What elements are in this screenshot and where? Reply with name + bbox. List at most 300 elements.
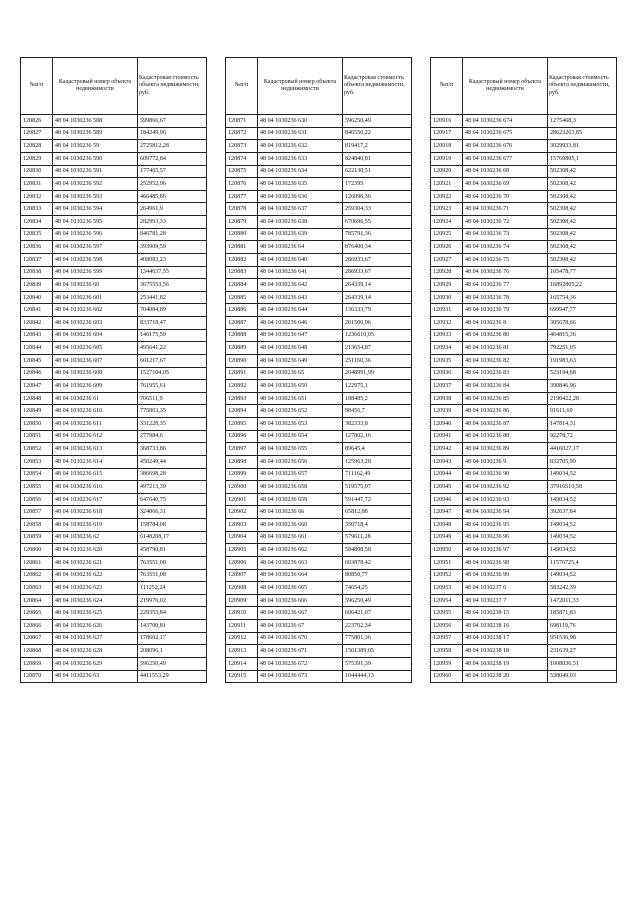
row-number-cell: 120871 [226, 115, 258, 128]
cadastral-value-cell: 833718,47 [138, 317, 207, 330]
row-number-cell: 120856 [21, 493, 53, 506]
row-number-cell: 120937 [431, 380, 463, 393]
row-number-cell: 120936 [431, 367, 463, 380]
table-row [226, 190, 412, 203]
table-row [226, 519, 412, 532]
table-row [431, 140, 617, 153]
header-cadastral-value: Кадастровая стоимость объекта недвижимости, руб. [343, 58, 412, 115]
cadastral-number-cell: 48 04 1030236 652 [258, 405, 343, 418]
table-row [21, 531, 207, 544]
table-row [431, 582, 617, 595]
row-number-cell: 120945 [431, 481, 463, 494]
row-number-cell: 120840 [21, 291, 53, 304]
cadastral-number-cell: 48 04 1030237 6 [463, 582, 548, 595]
cadastral-number-cell: 48 04 1030236 71 [463, 203, 548, 216]
cadastral-value-cell: 846550,22 [343, 127, 412, 140]
row-number-cell: 120953 [431, 582, 463, 595]
row-number-cell: 120922 [431, 190, 463, 203]
cadastral-value-cell: 259304,33 [343, 203, 412, 216]
cadastral-value-cell: 502308,42 [548, 165, 617, 178]
cadastral-number-cell: 48 04 1030236 591 [53, 165, 138, 178]
cadastral-value-cell: 98456,7 [343, 405, 412, 418]
row-number-cell: 120921 [431, 178, 463, 191]
table-row [226, 127, 412, 140]
table-row [226, 291, 412, 304]
row-number-cell: 120842 [21, 317, 53, 330]
cadastral-number-cell: 48 04 1030236 674 [463, 115, 548, 128]
cadastral-number-cell: 48 04 1030236 677 [463, 152, 548, 165]
header-num: №п/п [21, 58, 53, 115]
table-row [21, 392, 207, 405]
table-row [431, 228, 617, 241]
table-row [21, 645, 207, 658]
table-row [431, 620, 617, 633]
row-number-cell: 120944 [431, 468, 463, 481]
cadastral-number-cell: 48 04 1030236 661 [258, 531, 343, 544]
table-row [226, 405, 412, 418]
table-body [21, 115, 207, 683]
cadastral-number-cell: 48 04 1030236 77 [463, 279, 548, 292]
cadastral-number-cell: 48 04 1030236 89 [463, 443, 548, 456]
table-row [431, 632, 617, 645]
table-row [21, 455, 207, 468]
cadastral-value-cell: 264339,14 [343, 279, 412, 292]
cadastral-number-cell: 48 04 1030236 604 [53, 329, 138, 342]
row-number-cell: 120826 [21, 115, 53, 128]
table-row [21, 607, 207, 620]
cadastral-value-cell: 502308,42 [548, 216, 617, 229]
table-row [226, 544, 412, 557]
cadastral-number-cell: 48 04 1030236 648 [258, 342, 343, 355]
table-row [431, 279, 617, 292]
row-number-cell: 120877 [226, 190, 258, 203]
table-row [21, 468, 207, 481]
table-row [21, 253, 207, 266]
cadastral-number-cell: 48 04 1030236 656 [258, 455, 343, 468]
row-number-cell: 120943 [431, 455, 463, 468]
table-row [431, 531, 617, 544]
row-number-cell: 120893 [226, 392, 258, 405]
cadastral-value-cell: 208096,1 [138, 645, 207, 658]
header-cadastral-number: Кадастровый номер объекта недвижимости [258, 58, 343, 115]
table-row [226, 430, 412, 443]
row-number-cell: 120831 [21, 178, 53, 191]
table-row [431, 594, 617, 607]
table-row [21, 190, 207, 203]
cadastral-number-cell: 48 04 1030236 612 [53, 430, 138, 443]
table-row [226, 380, 412, 393]
table-row [431, 291, 617, 304]
table-row [431, 493, 617, 506]
cadastral-number-cell: 48 04 1030236 588 [53, 115, 138, 128]
cadastral-number-cell: 48 04 1030236 644 [258, 304, 343, 317]
cadastral-number-cell: 48 04 1030236 619 [53, 519, 138, 532]
table-row [21, 418, 207, 431]
table-row [431, 468, 617, 481]
cadastral-number-cell: 48 04 1030236 622 [53, 569, 138, 582]
cadastral-number-cell: 48 04 1030236 639 [258, 228, 343, 241]
table-row [431, 392, 617, 405]
table-row [21, 279, 207, 292]
table-row [226, 531, 412, 544]
cadastral-value-cell: 28623263,85 [548, 127, 617, 140]
row-number-cell: 120925 [431, 228, 463, 241]
cadastral-number-cell: 48 04 1030236 98 [463, 556, 548, 569]
row-number-cell: 120914 [226, 657, 258, 670]
row-number-cell: 120950 [431, 544, 463, 557]
cadastral-number-cell: 48 04 1030236 67 [258, 620, 343, 633]
row-number-cell: 120924 [431, 216, 463, 229]
row-number-cell: 120883 [226, 266, 258, 279]
row-number-cell: 120829 [21, 152, 53, 165]
cadastral-table-2 [225, 57, 412, 683]
row-number-cell: 120951 [431, 556, 463, 569]
cadastral-value-cell: 464815,36 [548, 329, 617, 342]
cadastral-value-cell: 149034,52 [548, 544, 617, 557]
table-row [21, 569, 207, 582]
cadastral-value-cell: 502308,42 [548, 203, 617, 216]
cadastral-number-cell: 48 04 1030236 601 [53, 291, 138, 304]
row-number-cell: 120928 [431, 266, 463, 279]
cadastral-number-cell: 48 04 1030236 649 [258, 354, 343, 367]
row-number-cell: 120832 [21, 190, 53, 203]
cadastral-number-cell: 48 04 1030236 624 [53, 594, 138, 607]
table-row [226, 317, 412, 330]
cadastral-number-cell: 48 04 1030236 675 [463, 127, 548, 140]
cadastral-value-cell: 390846,96 [548, 380, 617, 393]
table-row [21, 317, 207, 330]
cadastral-number-cell: 48 04 1030236 87 [463, 418, 548, 431]
row-number-cell: 120958 [431, 645, 463, 658]
header-cadastral-number: Кадастровый номер объекта недвижимости [463, 58, 548, 115]
cadastral-number-cell: 48 04 1030236 672 [258, 657, 343, 670]
table-row [431, 216, 617, 229]
table-row [226, 506, 412, 519]
table-row [431, 329, 617, 342]
cadastral-number-cell: 48 04 1030236 72 [463, 216, 548, 229]
cadastral-value-cell: 711162,49 [343, 468, 412, 481]
cadastral-value-cell: 37916510,58 [548, 481, 617, 494]
cadastral-value-cell: 704084,89 [138, 304, 207, 317]
row-number-cell: 120858 [21, 519, 53, 532]
cadastral-number-cell: 48 04 1030236 632 [258, 140, 343, 153]
cadastral-value-cell: 105478,77 [548, 266, 617, 279]
table-row [21, 291, 207, 304]
row-number-cell: 120837 [21, 253, 53, 266]
row-number-cell: 120938 [431, 392, 463, 405]
cadastral-value-cell: 670696,55 [343, 216, 412, 229]
cadastral-value-cell: 824840,81 [343, 152, 412, 165]
cadastral-number-cell: 48 04 1030236 666 [258, 594, 343, 607]
table-row [431, 670, 617, 683]
row-number-cell: 120915 [226, 670, 258, 683]
table-row [21, 304, 207, 317]
cadastral-number-cell: 48 04 1030236 608 [53, 367, 138, 380]
cadastral-value-cell: 89645,4 [343, 443, 412, 456]
cadastral-value-cell: 647640,75 [138, 493, 207, 506]
cadastral-value-cell: 876400,34 [343, 241, 412, 254]
row-number-cell: 120846 [21, 367, 53, 380]
row-number-cell: 120959 [431, 657, 463, 670]
cadastral-number-cell: 48 04 1030236 99 [463, 569, 548, 582]
row-number-cell: 120880 [226, 228, 258, 241]
row-number-cell: 120927 [431, 253, 463, 266]
table-row [21, 430, 207, 443]
cadastral-number-cell: 48 04 1030236 635 [258, 178, 343, 191]
table-row [226, 418, 412, 431]
table-row [226, 178, 412, 191]
cadastral-number-cell: 48 04 1030236 657 [258, 468, 343, 481]
table-row [21, 632, 207, 645]
cadastral-value-cell: 1344637,55 [138, 266, 207, 279]
cadastral-number-cell: 48 04 1030236 598 [53, 253, 138, 266]
row-number-cell: 120947 [431, 506, 463, 519]
cadastral-value-cell: 219976,02 [138, 594, 207, 607]
cadastral-number-cell: 48 04 1030236 667 [258, 607, 343, 620]
cadastral-number-cell: 48 04 1030236 637 [258, 203, 343, 216]
row-number-cell: 120872 [226, 127, 258, 140]
cadastral-number-cell: 48 04 1030236 96 [463, 531, 548, 544]
table-row [21, 405, 207, 418]
row-number-cell: 120833 [21, 203, 53, 216]
row-number-cell: 120948 [431, 519, 463, 532]
cadastral-number-cell: 48 04 1030236 643 [258, 291, 343, 304]
cadastral-value-cell: 264339,14 [343, 291, 412, 304]
cadastral-number-cell: 48 04 1030236 642 [258, 279, 343, 292]
cadastral-value-cell: 223702,34 [343, 620, 412, 633]
row-number-cell: 120890 [226, 354, 258, 367]
table-row [431, 127, 617, 140]
row-number-cell: 120863 [21, 582, 53, 595]
cadastral-number-cell: 48 04 1030236 673 [258, 670, 343, 683]
table-row [431, 115, 617, 128]
cadastral-value-cell: 519575,07 [343, 481, 412, 494]
table-row [431, 405, 617, 418]
cadastral-value-cell: 502308,42 [548, 178, 617, 191]
table-row [21, 354, 207, 367]
cadastral-number-cell: 48 04 1030236 676 [463, 140, 548, 153]
cadastral-value-cell: 149034,52 [548, 531, 617, 544]
cadastral-number-cell: 48 04 1030236 9 [463, 455, 548, 468]
cadastral-number-cell: 48 04 1030236 609 [53, 380, 138, 393]
row-number-cell: 120955 [431, 607, 463, 620]
cadastral-number-cell: 48 04 1030236 651 [258, 392, 343, 405]
cadastral-value-cell: 65812,88 [343, 506, 412, 519]
row-number-cell: 120827 [21, 127, 53, 140]
table-row [431, 544, 617, 557]
table-row [431, 455, 617, 468]
row-number-cell: 120874 [226, 152, 258, 165]
row-number-cell: 120861 [21, 556, 53, 569]
row-number-cell: 120917 [431, 127, 463, 140]
table-row [226, 304, 412, 317]
cadastral-number-cell: 48 04 1030236 597 [53, 241, 138, 254]
cadastral-number-cell: 48 04 1030236 615 [53, 468, 138, 481]
cadastral-value-cell: 601217,67 [138, 354, 207, 367]
row-number-cell: 120900 [226, 481, 258, 494]
table-row [431, 253, 617, 266]
cadastral-table-3 [430, 57, 617, 683]
table-row [21, 203, 207, 216]
cadastral-number-cell: 48 04 1030236 664 [258, 569, 343, 582]
cadastral-number-cell: 48 04 1030236 593 [53, 190, 138, 203]
row-number-cell: 120932 [431, 317, 463, 330]
table-row [21, 556, 207, 569]
cadastral-number-cell: 48 04 1030236 638 [258, 216, 343, 229]
row-number-cell: 120859 [21, 531, 53, 544]
cadastral-value-cell: 819417,2 [343, 140, 412, 153]
table-row [226, 115, 412, 128]
cadastral-number-cell: 48 04 1030236 646 [258, 317, 343, 330]
row-number-cell: 120902 [226, 506, 258, 519]
cadastral-value-cell: 596250,49 [138, 657, 207, 670]
cadastral-value-cell: 4416027,17 [548, 443, 617, 456]
table-row [21, 620, 207, 633]
table-row [21, 329, 207, 342]
row-number-cell: 120919 [431, 152, 463, 165]
table-row [21, 506, 207, 519]
table-row [21, 582, 207, 595]
cadastral-number-cell: 48 04 1030236 618 [53, 506, 138, 519]
cadastral-number-cell: 48 04 1030236 625 [53, 607, 138, 620]
cadastral-value-cell: 282993,33 [138, 216, 207, 229]
cadastral-number-cell: 48 04 1030236 60 [53, 279, 138, 292]
table-row [431, 317, 617, 330]
row-number-cell: 120923 [431, 203, 463, 216]
cadastral-number-cell: 48 04 1030236 603 [53, 317, 138, 330]
cadastral-value-cell: 253441,82 [138, 291, 207, 304]
cadastral-number-cell: 48 04 1030236 76 [463, 266, 548, 279]
cadastral-number-cell: 48 04 1030238 17 [463, 632, 548, 645]
table-row [226, 620, 412, 633]
row-number-cell: 120918 [431, 140, 463, 153]
table-row [226, 468, 412, 481]
header-cadastral-number: Кадастровый номер объекта недвижимости [53, 58, 138, 115]
row-number-cell: 120886 [226, 304, 258, 317]
table-row [226, 354, 412, 367]
row-number-cell: 120931 [431, 304, 463, 317]
cadastral-number-cell: 48 04 1030236 88 [463, 430, 548, 443]
table-row [226, 253, 412, 266]
row-number-cell: 120835 [21, 228, 53, 241]
table-row [21, 443, 207, 456]
cadastral-value-cell: 3675553,56 [138, 279, 207, 292]
table-row [226, 266, 412, 279]
table-row [21, 152, 207, 165]
cadastral-value-cell: 785791,36 [343, 228, 412, 241]
cadastral-number-cell: 48 04 1030236 94 [463, 506, 548, 519]
cadastral-number-cell: 48 04 1030236 66 [258, 506, 343, 519]
cadastral-value-cell: 1527104,05 [138, 367, 207, 380]
cadastral-value-cell: 177465,57 [138, 165, 207, 178]
cadastral-value-cell: 538049,03 [548, 670, 617, 683]
cadastral-number-cell: 48 04 1030236 8 [463, 317, 548, 330]
cadastral-value-cell: 609772,84 [138, 152, 207, 165]
cadastral-number-cell: 48 04 1030236 670 [258, 632, 343, 645]
cadastral-value-cell: 3029933,81 [548, 140, 617, 153]
cadastral-value-cell: 149034,52 [548, 519, 617, 532]
table-row [431, 519, 617, 532]
row-number-cell: 120905 [226, 544, 258, 557]
cadastral-number-cell: 48 04 1030236 78 [463, 291, 548, 304]
cadastral-number-cell: 48 04 1030236 75 [463, 253, 548, 266]
cadastral-number-cell: 48 04 1030236 654 [258, 430, 343, 443]
cadastral-number-cell: 48 04 1030236 636 [258, 190, 343, 203]
row-number-cell: 120850 [21, 418, 53, 431]
table-row [431, 443, 617, 456]
cadastral-value-cell: 408083,23 [138, 253, 207, 266]
cadastral-number-cell: 48 04 1030236 73 [463, 228, 548, 241]
row-number-cell: 120920 [431, 165, 463, 178]
table-row [226, 367, 412, 380]
table-row [431, 165, 617, 178]
cadastral-value-cell: 127802,16 [343, 430, 412, 443]
row-number-cell: 120933 [431, 329, 463, 342]
table-header-row [21, 58, 207, 115]
cadastral-number-cell: 48 04 1030236 640 [258, 253, 343, 266]
cadastral-value-cell: 92278,72 [548, 430, 617, 443]
row-number-cell: 120908 [226, 582, 258, 595]
row-number-cell: 120916 [431, 115, 463, 128]
cadastral-value-cell: 502308,42 [548, 253, 617, 266]
cadastral-value-cell: 146175,59 [138, 329, 207, 342]
row-number-cell: 120875 [226, 165, 258, 178]
cadastral-value-cell: 393909,59 [138, 241, 207, 254]
table-row [431, 266, 617, 279]
cadastral-number-cell: 48 04 1030236 59 [53, 140, 138, 153]
row-number-cell: 120860 [21, 544, 53, 557]
cadastral-number-cell: 48 04 1030236 633 [258, 152, 343, 165]
row-number-cell: 120887 [226, 317, 258, 330]
table-row [21, 140, 207, 153]
row-number-cell: 120852 [21, 443, 53, 456]
cadastral-value-cell: 126096,36 [343, 190, 412, 203]
row-number-cell: 120954 [431, 594, 463, 607]
table-body [226, 115, 412, 683]
cadastral-value-cell: 450249,44 [138, 455, 207, 468]
cadastral-value-cell: 502308,42 [548, 228, 617, 241]
cadastral-number-cell: 48 04 1030236 665 [258, 582, 343, 595]
cadastral-number-cell: 48 04 1030236 655 [258, 443, 343, 456]
header-cadastral-value: Кадастровая стоимость объекта недвижимости, руб. [548, 58, 617, 115]
row-number-cell: 120934 [431, 342, 463, 355]
cadastral-value-cell: 596250,49 [343, 594, 412, 607]
table-row [431, 178, 617, 191]
row-number-cell: 120847 [21, 380, 53, 393]
cadastral-value-cell: 792251,05 [548, 342, 617, 355]
cadastral-value-cell: 149034,52 [548, 468, 617, 481]
cadastral-number-cell: 48 04 1030236 613 [53, 443, 138, 456]
table-row [431, 506, 617, 519]
cadastral-value-cell: 1008036,51 [548, 657, 617, 670]
row-number-cell: 120830 [21, 165, 53, 178]
cadastral-value-cell: 392637,84 [548, 506, 617, 519]
cadastral-value-cell: 606421,07 [343, 607, 412, 620]
row-number-cell: 120949 [431, 531, 463, 544]
cadastral-number-cell: 48 04 1030236 62 [53, 531, 138, 544]
cadastral-value-cell: 264961,9 [138, 203, 207, 216]
table-row [431, 203, 617, 216]
cadastral-value-cell: 2048991,99 [343, 367, 412, 380]
row-number-cell: 120873 [226, 140, 258, 153]
table-row [226, 569, 412, 582]
row-number-cell: 120869 [21, 657, 53, 670]
cadastral-number-cell: 48 04 1030238 20 [463, 670, 548, 683]
row-number-cell: 120834 [21, 216, 53, 229]
header-num: №п/п [226, 58, 258, 115]
table-row [431, 607, 617, 620]
row-number-cell: 120941 [431, 430, 463, 443]
